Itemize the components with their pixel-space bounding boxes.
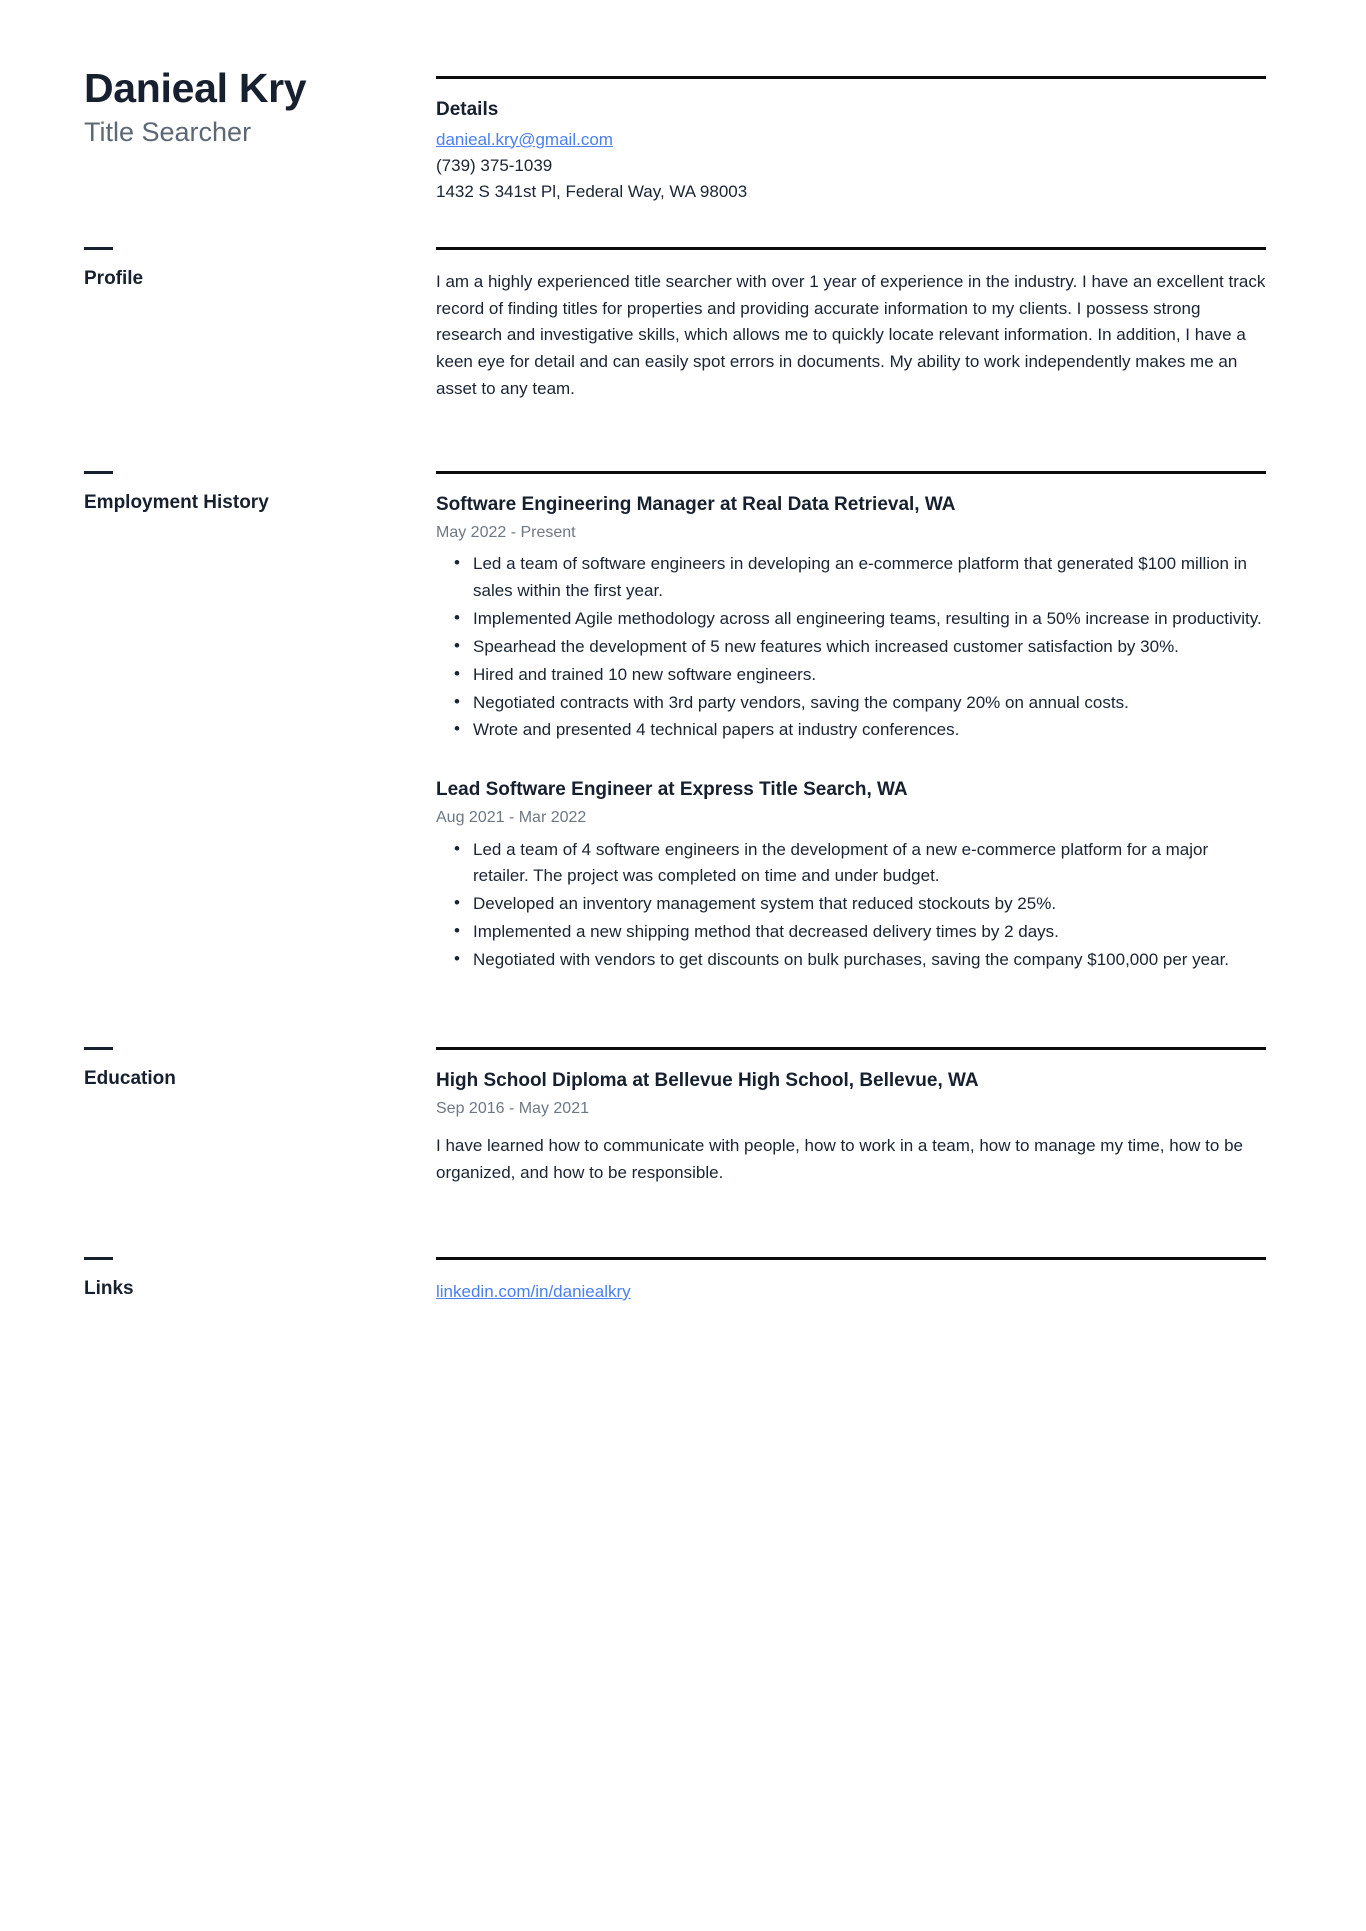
links-side-marker (84, 1257, 113, 1260)
list-item: • Led a team of 4 software engineers in the development of a new e-commerce platform for a major retailer. The project was completed on time and under budget. (473, 837, 1266, 891)
list-item: • Spearhead the development of 5 new features which increased customer satisfaction by 30%. (473, 634, 1266, 661)
details-section (436, 62, 1266, 205)
list-item: • Wrote and presented 4 technical papers at industry conferences. (473, 717, 1266, 744)
profile-section-body (436, 247, 1266, 403)
education-section-body (436, 1047, 1266, 1187)
employment-entry (436, 493, 1266, 744)
education-divider (436, 1047, 1266, 1050)
education-section (84, 1047, 1266, 1187)
list-item: • Implemented a new shipping method that decreased delivery times by 2 days. (473, 919, 1266, 946)
employment-entry-bullets (436, 551, 1266, 744)
list-item (436, 1279, 1266, 1305)
employment-section-body (436, 471, 1266, 975)
employment-entry-bullets (436, 837, 1266, 974)
education-entry-description: I have learned how to communicate with people, how to work in a team, how to manage my time, how to be organized, and how to be responsible. (436, 1136, 1243, 1182)
linkedin-link[interactable]: linkedin.com/in/daniealkry (436, 1281, 631, 1301)
employment-entry-title: Software Engineering Manager at Real Data Retrieval, WA (436, 493, 956, 515)
links-section-sidebar (84, 1257, 436, 1301)
list-item: • Led a team of software engineers in developing an e-commerce platform that generated $100 million in sales within the first year. (473, 551, 1266, 605)
page-title: Danieal Kry (84, 65, 307, 111)
education-entry (436, 1069, 1266, 1187)
list-item: • Hired and trained 10 new software engineers. (473, 662, 1266, 689)
employment-entry-title: Lead Software Engineer at Express Title Search, WA (436, 779, 908, 801)
profile-section (84, 247, 1266, 403)
email-link[interactable]: danieal.kry@gmail.com (436, 129, 613, 149)
employment-entry-date: May 2022 - Present (436, 523, 576, 541)
education-side-marker (84, 1047, 113, 1050)
employment-side-marker (84, 471, 113, 474)
profile-section-label: Profile (84, 267, 144, 289)
employment-entry-date: Aug 2021 - Mar 2022 (436, 808, 587, 826)
education-entry-title: High School Diploma at Bellevue High School, Bellevue, WA (436, 1069, 979, 1091)
header (84, 62, 1266, 205)
links-section (84, 1257, 1266, 1308)
details-phone: (739) 375-1039 (436, 155, 553, 175)
employment-section-label: Employment History (84, 491, 269, 513)
details-address: 1432 S 341st Pl, Federal Way, WA 98003 (436, 181, 748, 201)
details-heading: Details (436, 99, 499, 120)
profile-side-marker (84, 247, 113, 250)
details-email-line (436, 127, 1266, 153)
profile-section-sidebar (84, 247, 436, 291)
education-section-sidebar (84, 1047, 436, 1091)
links-section-label: Links (84, 1277, 134, 1299)
employment-entry (436, 778, 1266, 974)
education-section-label: Education (84, 1067, 176, 1089)
employment-section (84, 471, 1266, 975)
profile-divider (436, 247, 1266, 250)
profile-text: I am a highly experienced title searcher with over 1 year of experience in the industry. I have an excellent track record of finding titles for properties and providing accurate information to my clients. I possess strong research and investigative skills, which allows me to quickly locate relevant information. In addition, I have a keen eye for detail and can easily spot errors in documents. My ability to work independently makes me an asset to any team. (436, 271, 1266, 399)
details-divider (436, 76, 1266, 79)
job-title-subtitle: Title Searcher (84, 117, 252, 148)
list-item: • Developed an inventory management system that reduced stockouts by 25%. (473, 891, 1266, 918)
education-entry-date: Sep 2016 - May 2021 (436, 1099, 589, 1117)
list-item: • Negotiated with vendors to get discounts on bulk purchases, saving the company $100,000 per year. (473, 947, 1266, 974)
links-list (436, 1279, 1266, 1305)
links-divider (436, 1257, 1266, 1260)
employment-section-sidebar (84, 471, 436, 515)
list-item: • Negotiated contracts with 3rd party vendors, saving the company 20% on annual costs. (473, 690, 1266, 717)
list-item: • Implemented Agile methodology across all engineering teams, resulting in a 50% increase in productivity. (473, 606, 1266, 633)
employment-divider (436, 471, 1266, 474)
header-identity (84, 62, 436, 148)
links-section-body (436, 1257, 1266, 1308)
